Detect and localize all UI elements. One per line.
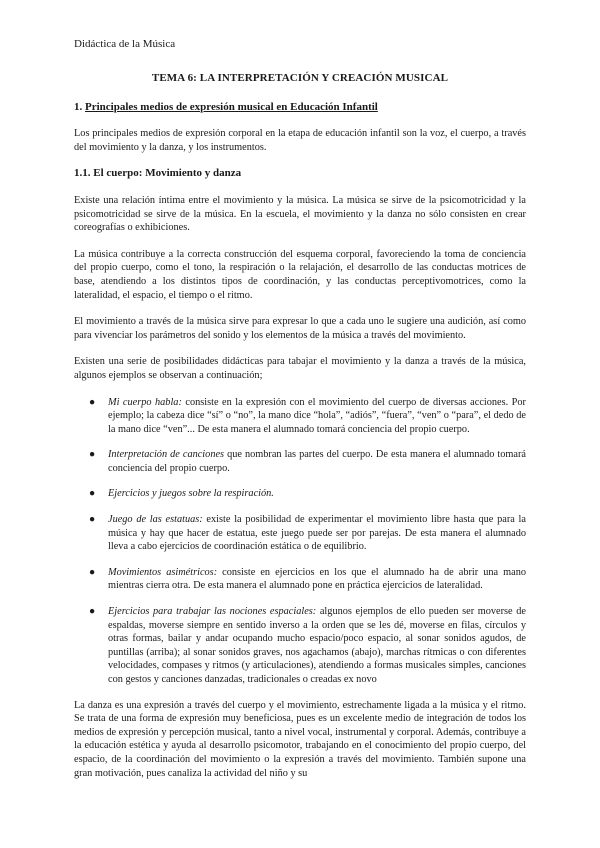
bullet-icon: ● <box>89 449 96 461</box>
list-item <box>74 513 526 554</box>
list-item-text: que nombran las partes del cuerpo. De esta manera el alumnado tomará conciencia del propio cuerpo. <box>108 449 526 474</box>
bullet-icon: ● <box>89 396 96 408</box>
list-item <box>74 605 526 687</box>
list-item-text: consiste en ejercicios en los que el alumnado ha de abrir una mano mientras cierra otra. De esta manera el alumnado pone en práctica ejercicios de lateralidad. <box>108 566 527 592</box>
list-item-text: consiste en la expresión con el movimiento del cuerpo de diversas acciones. Por ejemplo; la cabeza dice “sí” o “no”, la mano dice “hola”, “adiós”, “fuera”, “ven” o “para”, el dedo de la mano dice “ven”... De esta manera el alumnado tomará conciencia del propio cuerpo. <box>108 396 526 435</box>
section-number: 1. <box>74 100 83 113</box>
list-item <box>74 396 526 437</box>
document-body <box>74 72 526 793</box>
activity-list <box>74 396 526 687</box>
paragraph: El movimiento a través de la música sirve para expresar lo que a cada uno le sugiere una audición, así como para vivenciar los parámetros del sonido y los elementos de la música a través del movimiento. <box>74 316 526 341</box>
list-item-text: algunos ejemplos de ello pueden ser moverse de espaldas, moverse siempre en sentido inverso a la orden que se les dé, moverse en filas, círculos y otras formas, bailar y andar ocupando mucho espacio/poco espacio, al sonar sonidos agudos, de puntillas (arriba); al sonar sonidos graves, nos agachamos (abajo), marchas rítmicas o con diferentes velocidades, compases y ritmos (y articulaciones), atendiendo a formas musicales simples, canciones con gestos y canciones danzadas, tradicionales o creadas ex novo <box>108 606 526 685</box>
list-item <box>74 487 526 501</box>
page-header: Didáctica de la Música <box>74 38 176 50</box>
bullet-icon: ● <box>89 488 96 500</box>
section-heading <box>74 101 526 115</box>
list-item-term: Ejercicios y juegos sobre la respiración. <box>108 488 274 500</box>
closing-paragraph: La danza es una expresión a través del cuerpo y el movimiento, estrechamente ligada a la música y el ritmo. Se trata de una forma de expresión muy beneficiosa, pues es un excelente medio de integración de todos los medios de expresión y percepción musical, tanto a nivel vocal, instrumental y corporal. Además, contribuye a la educación estética y ayuda al desarrollo psicomotor, trabajando en el conocimiento del propio cuerpo, del espacio, de la coordinación del movimiento o la expresión a través del movimiento. También supone una gran motivación, pues canaliza la actividad del niño y su <box>74 699 526 779</box>
section-title: Principales medios de expresión musical en Educación Infantil <box>85 100 378 113</box>
bullet-icon: ● <box>89 566 96 578</box>
bullet-icon: ● <box>89 606 96 618</box>
intro-paragraph: Los principales medios de expresión corporal en la etapa de educación infantil son la voz, el cuerpo, a través del movimiento y la danza, y los instrumentos. <box>74 128 526 153</box>
document-title: TEMA 6: LA INTERPRETACIÓN Y CREACIÓN MUSICAL <box>151 72 449 84</box>
list-item-text: existe la posibilidad de experimentar el movimiento libre hasta que para la música y hay que hacer de estatua, este juego puede ser por parejas. De esta manera el alumnado lleva a cabo ejercicios de coordinación estática o de equilibrio. <box>108 514 526 553</box>
list-item-term: Ejercicios para trabajar las nociones espaciales: <box>108 606 317 618</box>
subsection-heading: 1.1. El cuerpo: Movimiento y danza <box>74 167 242 180</box>
list-item-term: Mi cuerpo habla: <box>108 396 182 408</box>
list-item-term: Interpretación de canciones <box>108 449 225 461</box>
list-item-term: Juego de las estatuas: <box>108 514 203 526</box>
list-item <box>74 566 526 593</box>
paragraph: La música contribuye a la correcta construcción del esquema corporal, favoreciendo la toma de conciencia del propio cuerpo, como el tono, la respiración o la relajación, el desarrollo de las conductas motrices de base, atendiendo a los distintos tipos de coordinación, y las conductas perceptivomotrices, como la lateralidad, el espacio, el tiempo o el ritmo. <box>74 248 526 301</box>
paragraph: Existen una serie de posibilidades didácticas para tabajar el movimiento y la danza a través de la música, algunos ejemplos se observan a continuación; <box>74 356 526 381</box>
bullet-icon: ● <box>89 514 96 526</box>
paragraph: Existe una relación íntima entre el movimiento y la música. La música se sirve de la psicomotricidad y la psicomotricidad se sirve de la música. En la escuela, el movimiento y la danza no sólo consisten en crear coreografías o exhibiciones. <box>74 194 526 234</box>
list-item-term: Movimientos asimétricos: <box>108 566 218 578</box>
list-item <box>74 448 526 475</box>
